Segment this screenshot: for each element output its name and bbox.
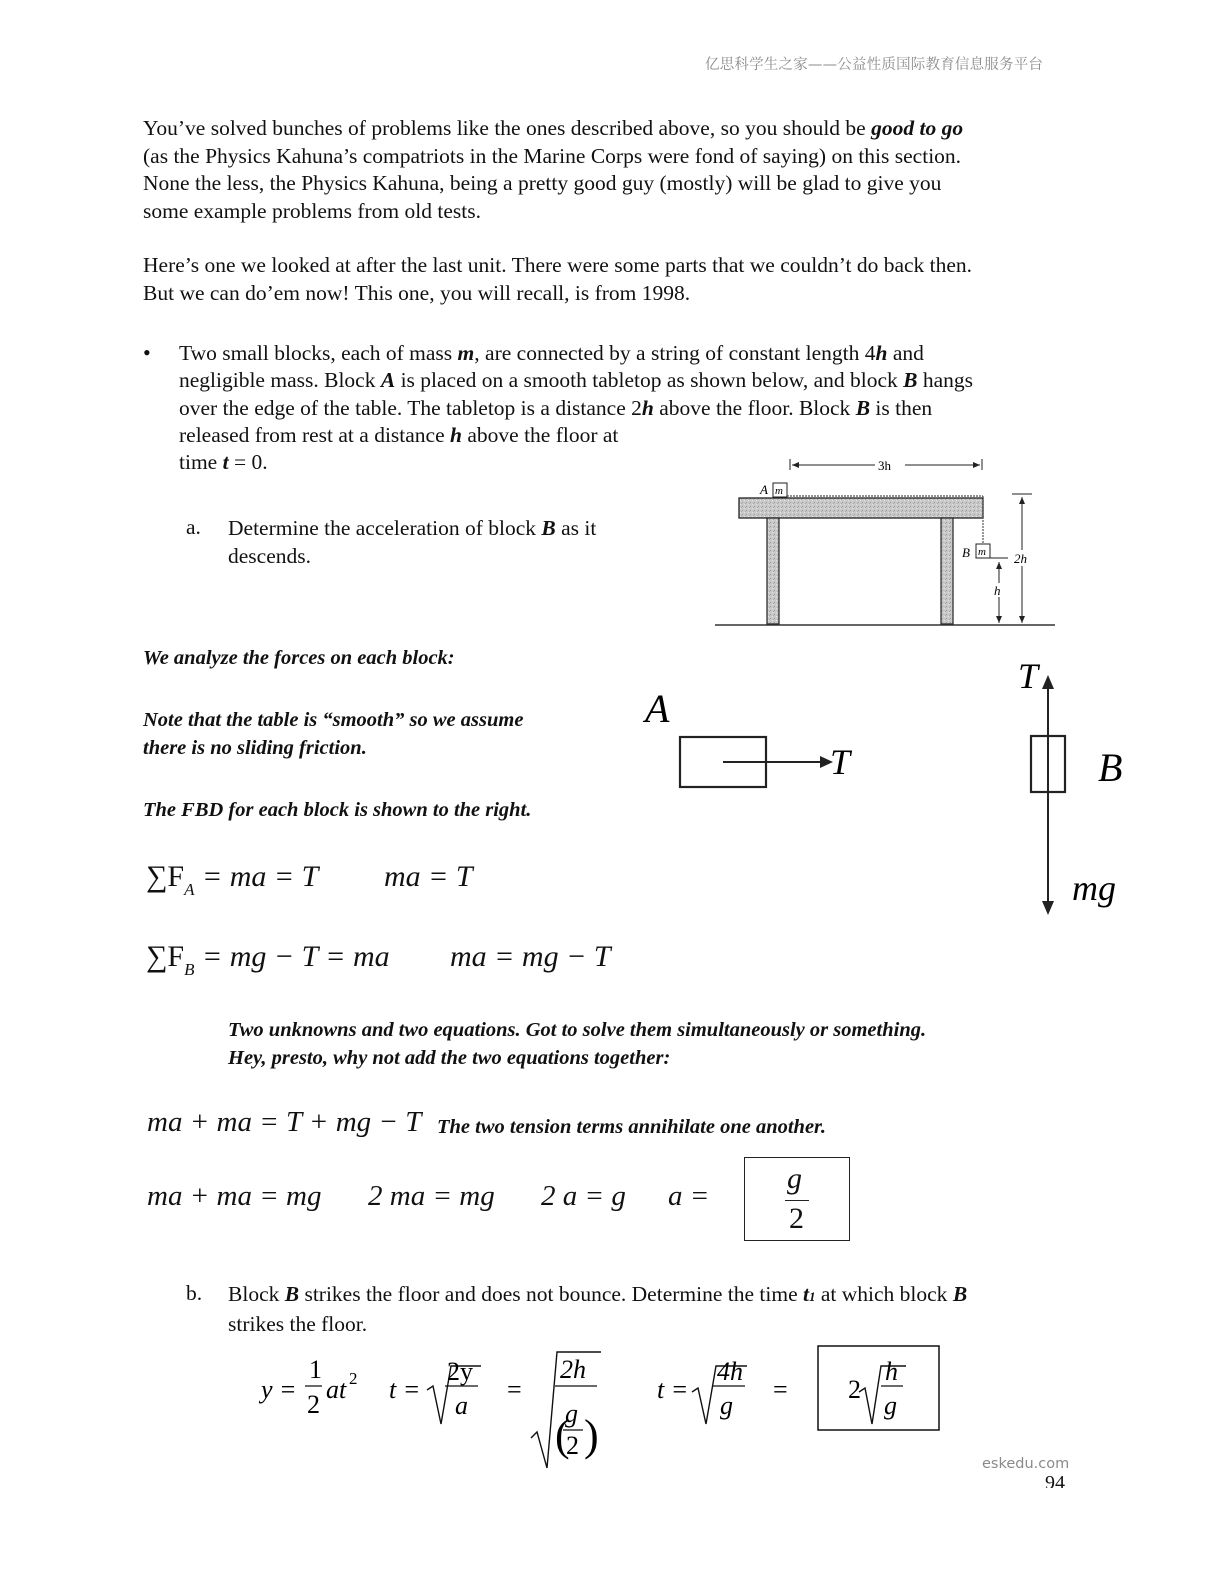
answer-a-box <box>744 1157 850 1241</box>
part-a-question <box>228 515 596 570</box>
text: descends. <box>228 543 311 568</box>
frac3-numerator: 4h <box>717 1357 743 1386</box>
bullet: • <box>143 340 151 365</box>
equation-chain-4: a = <box>668 1180 710 1212</box>
text: over the edge of the table. The tabletop is a distance 2 <box>179 395 642 420</box>
block-b-label: B <box>962 545 970 560</box>
answer-a-denominator: 2 <box>789 1202 804 1235</box>
solution-note-3: The FBD for each block is shown to the right. <box>143 799 532 821</box>
equals: = <box>507 1375 522 1404</box>
part-b-equations <box>255 1340 955 1470</box>
text: negligible mass. Block <box>179 368 381 393</box>
fbd-a-tension-label: T <box>830 742 851 782</box>
tabletop <box>739 498 983 518</box>
var: B <box>952 1282 968 1306</box>
intro-text: some example problems from old tests. <box>143 198 481 223</box>
intro-text: Here’s one we looked at after the last unit. There were some parts that we couldn’t do back then. <box>143 253 973 277</box>
half-numerator: 1 <box>309 1355 322 1384</box>
intro-text: (as the Physics Kahuna’s compatriots in the Marine Corps were fond of saying) on this section. <box>143 143 962 168</box>
fbd-b-tension-label: T <box>1018 656 1039 696</box>
paren-open: ( <box>555 1411 570 1460</box>
header-watermark: 亿思科学生之家——公益性质国际教育信息服务平台 <box>705 57 1044 73</box>
y-equals: y = <box>261 1375 297 1404</box>
text: Determine the acceleration of block <box>228 516 542 540</box>
block-b-mass: m <box>978 546 986 558</box>
half-denominator: 2 <box>307 1390 320 1419</box>
equation-chain-2: 2 ma = mg <box>368 1180 495 1212</box>
table-leg-right <box>941 518 953 624</box>
part-b-label: b. <box>186 1281 203 1305</box>
frac1-numerator: 2y <box>447 1357 473 1386</box>
text: Two unknowns and two equations. Got to solve them simultaneously or something. <box>228 1019 927 1041</box>
var: t <box>222 450 229 475</box>
dim-h-label: h <box>994 583 1001 598</box>
text: above the floor at <box>461 422 619 447</box>
t-equals: t = <box>389 1375 421 1404</box>
exponent: 2 <box>349 1369 358 1388</box>
paren-close: ) <box>584 1411 599 1460</box>
table-figure <box>710 450 1070 635</box>
text: as it <box>555 516 597 540</box>
var: h <box>641 395 654 420</box>
footer-site: eskedu.com <box>982 1456 1070 1472</box>
page-number: 94 <box>1045 1472 1065 1488</box>
fbd-b-label: B <box>1098 745 1123 790</box>
intro-emphasis: good to go <box>871 116 964 140</box>
frac1-denominator: a <box>455 1391 468 1420</box>
text: there is no sliding friction. <box>143 736 367 759</box>
text: = ma = T <box>194 860 319 893</box>
var: A <box>380 368 396 393</box>
text: at which block <box>815 1282 953 1306</box>
dim-3h-label: 3h <box>878 458 891 473</box>
intro-text: But we can do’em now! This one, you will recall, is from 1998. <box>143 280 691 305</box>
equation-sum: ma + ma = T + mg − T <box>147 1106 422 1138</box>
block-a-label: A <box>760 482 768 497</box>
answer-numerator: h <box>885 1357 898 1386</box>
answer-a-numerator: g <box>787 1162 802 1195</box>
subscript: A <box>184 880 195 899</box>
text: , are connected by a string of constant length 4 <box>474 341 876 365</box>
up-arrow-icon <box>1042 675 1054 689</box>
text: released from rest at a distance <box>179 422 451 447</box>
solution-note-2 <box>143 707 523 762</box>
sigma-f: ∑F <box>146 860 185 893</box>
text: Block <box>228 1282 285 1306</box>
text: Two small blocks, each of mass <box>179 341 458 365</box>
answer-denominator: g <box>884 1391 897 1420</box>
solution-note-1: We analyze the forces on each block: <box>143 647 455 669</box>
tension-comment: The two tension terms annihilate one another. <box>437 1116 827 1138</box>
answer-coefficient: 2 <box>848 1375 861 1404</box>
equation-b-simplified: ma = mg − T <box>450 940 611 973</box>
intro-text: You’ve solved bunches of problems like the ones described above, so you should be <box>143 116 872 140</box>
text: strikes the floor. <box>228 1311 368 1336</box>
fbd-a-label: A <box>645 686 670 731</box>
frac2-den-numerator: g <box>565 1399 578 1428</box>
var: t <box>803 1282 809 1306</box>
text: Note that the table is “smooth” so we assume <box>143 709 524 731</box>
fbd-block-b <box>1010 655 1140 920</box>
intro-text: None the less, the Physics Kahuna, being a pretty good guy (mostly) will be glad to give you <box>143 171 942 195</box>
frac2-numerator: 2h <box>560 1355 586 1384</box>
text: strikes the floor and does not bounce. Determine the time <box>299 1282 803 1306</box>
var: B <box>855 395 871 420</box>
equation-sum-fb <box>146 940 390 979</box>
fraction-bar <box>785 1200 809 1201</box>
sqrt-icon <box>859 1366 906 1424</box>
table-leg-left <box>767 518 779 624</box>
var: B <box>541 516 556 540</box>
equals: = <box>773 1375 788 1404</box>
fbd-block-a <box>640 680 870 800</box>
intro-paragraph-2 <box>143 252 1103 307</box>
equation-sum-fa <box>146 860 319 899</box>
text: is then <box>870 395 933 420</box>
subscript: B <box>184 960 195 979</box>
answer-b-box <box>818 1346 939 1430</box>
text: = 0. <box>228 450 268 475</box>
frac3-denominator: g <box>720 1391 733 1420</box>
part-b-question <box>228 1281 967 1338</box>
text: above the floor. Block <box>653 395 856 420</box>
dim-2h-label: 2h <box>1014 551 1027 566</box>
var: m <box>457 341 475 365</box>
var: h <box>450 422 462 447</box>
fbd-b-weight-label: mg <box>1072 868 1116 908</box>
equation-chain-3: 2 a = g <box>541 1180 626 1212</box>
solution-comment <box>228 1017 926 1072</box>
text: = mg − T = ma <box>194 940 390 973</box>
text: and <box>887 341 924 365</box>
text: time <box>179 450 223 475</box>
block-a-mass: m <box>775 485 783 497</box>
frac2-den-denominator: 2 <box>566 1431 579 1460</box>
text: hangs <box>917 368 974 393</box>
subscript: 1 <box>808 1289 816 1304</box>
text: Hey, presto, why not add the two equations together: <box>228 1046 671 1069</box>
intro-paragraph-1 <box>143 115 1103 225</box>
t-equals: t = <box>657 1375 689 1404</box>
var: B <box>284 1282 300 1306</box>
sigma-f: ∑F <box>146 940 185 973</box>
equation-chain-1: ma + ma = mg <box>147 1180 322 1212</box>
part-a-label: a. <box>186 515 201 539</box>
a-t: at <box>326 1375 347 1404</box>
var: h <box>875 341 888 365</box>
var: B <box>903 368 918 393</box>
equation-a-simplified: ma = T <box>384 860 473 893</box>
text: is placed on a smooth tabletop as shown below, and block <box>395 368 904 393</box>
down-arrow-icon <box>1042 901 1054 915</box>
